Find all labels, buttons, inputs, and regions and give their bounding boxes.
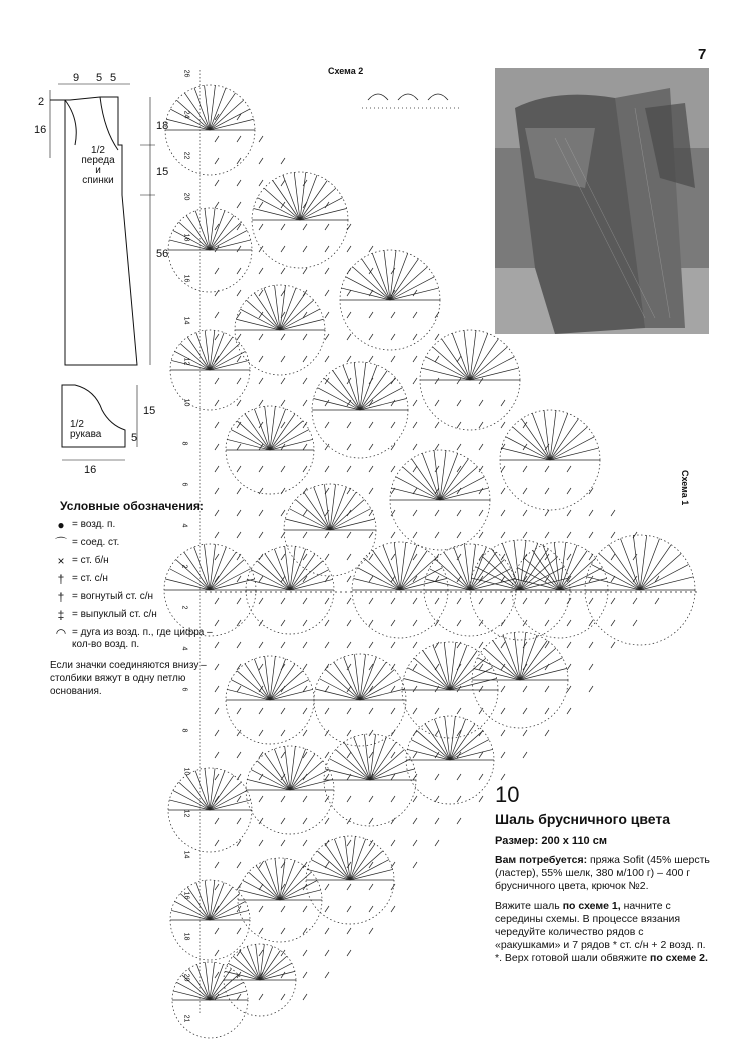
row-number: 20 (182, 192, 190, 201)
instructions: Вяжите шаль по схеме 1, начните с середины схемы. В процессе вязания чередуйте количество рядов с «ракушками» и 7 рядов * ст. с/н + 2 возд. п. *. Верх готовой шали обвяжите по схеме 2. (495, 900, 708, 964)
row-number: 12 (182, 357, 190, 365)
back-post-dc-icon: † (57, 590, 65, 604)
legend-item: ⌒ = соед. ст. (50, 537, 230, 549)
project-title: Шаль брусничного цвета (495, 811, 671, 827)
row-number: 6 (180, 482, 188, 487)
legend-title: Условные обозначения: (60, 499, 204, 513)
row-number: 4 (180, 646, 188, 651)
row-number: 16 (182, 275, 190, 283)
row-number: 21 (182, 1014, 190, 1023)
row-number: 18 (182, 932, 190, 941)
row-number: 24 (182, 110, 190, 119)
scheme1-title: Схема 1 (680, 470, 690, 506)
page-number: 7 (698, 46, 707, 63)
row-number: 22 (182, 151, 190, 160)
double-crochet-icon: † (57, 572, 65, 586)
sleeve-dim-bottom: 16 (84, 464, 97, 476)
row-number: 20 (182, 973, 190, 982)
row-number: 2 (180, 605, 188, 610)
chain-icon: ● (57, 518, 65, 532)
legend-item: † = ст. с/н (50, 573, 230, 585)
materials: Вам потребуется: пряжа Sofit (45% шерсть (ластер), 55% шелк, 380 м/100 г) – 400 г брусничного цвета, крючок №2. (495, 854, 710, 892)
row-number: 4 (180, 523, 188, 528)
legend-item: ‡ = выпуклый ст. с/н (50, 609, 230, 621)
legend-item: † = вогнутый ст. с/н (50, 591, 230, 603)
row-number: 16 (182, 891, 190, 900)
slip-stitch-icon: ⌒ (54, 536, 67, 550)
legend (50, 500, 230, 698)
row-number: 14 (182, 850, 190, 859)
row-number: 6 (180, 687, 188, 692)
project-size: Размер: 200 х 110 см (495, 835, 607, 847)
row-number: 10 (182, 768, 190, 776)
row-number: 8 (180, 441, 188, 446)
body-pattern (50, 84, 155, 365)
single-crochet-icon: × (57, 554, 65, 568)
front-post-dc-icon: ‡ (57, 608, 65, 622)
sleeve-dim-1: 15 (143, 405, 156, 417)
legend-item: ◠ = дуга из возд. п., где цифра – кол-во возд. п. (50, 627, 230, 651)
dim-top-2: 5 (96, 72, 103, 84)
sleeve-dim-2: 5 (131, 432, 138, 444)
sleeve-label: 1/2 рукава (70, 419, 102, 440)
dim-right-1: 18 (156, 120, 169, 132)
dim-left-1: 2 (38, 96, 45, 108)
dim-right-2: 15 (156, 166, 169, 178)
chain-arc-icon: ◠ (55, 626, 67, 640)
legend-item: ● = возд. п. (50, 519, 230, 531)
row-number: 12 (182, 809, 190, 817)
row-number: 18 (182, 233, 190, 242)
body-label: 1/2 переда и спинки (81, 145, 115, 186)
dim-left-2: 16 (34, 124, 47, 136)
project-description (495, 783, 710, 965)
row-number: 26 (182, 69, 190, 78)
row-number: 8 (180, 728, 188, 733)
row-number: 10 (182, 398, 190, 407)
legend-item: × = ст. б/н (50, 555, 230, 567)
dim-top-3: 5 (110, 72, 117, 84)
dim-right-3: 56 (156, 248, 169, 260)
dim-top-1: 9 (73, 72, 80, 84)
scheme2-motif (362, 94, 460, 108)
legend-note: Если значки соединяются внизу – столбики вяжут в одну петлю основания. (50, 660, 207, 697)
row-number: 2 (180, 564, 188, 569)
row-number: 14 (182, 316, 190, 324)
scheme2-title: Схема 2 (328, 66, 364, 76)
project-number: 10 (495, 782, 520, 807)
